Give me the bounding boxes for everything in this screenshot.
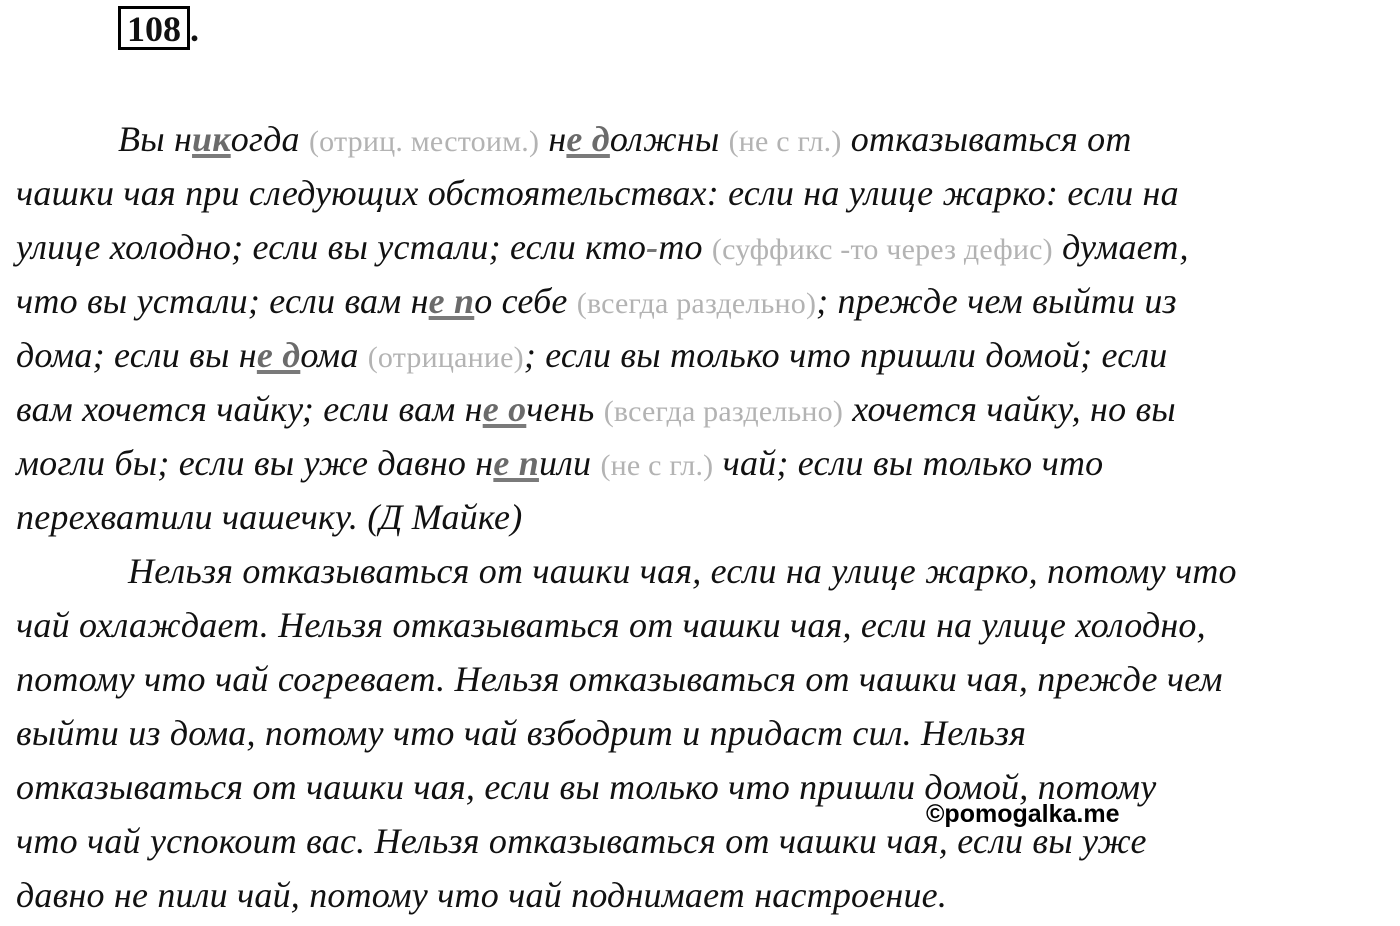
text-segment: Вы н <box>118 119 193 159</box>
grammar-note: (не с гл.) <box>600 449 714 482</box>
grammar-note: (всегда раздельно) <box>576 287 817 320</box>
highlighted-letters: е д <box>566 119 610 159</box>
text-line <box>16 661 1223 697</box>
text-segment: дома; если вы н <box>16 335 257 375</box>
highlighted-hyphen: - <box>646 227 659 267</box>
grammar-note: (суффикс -то через дефис) <box>711 233 1053 266</box>
grammar-note: (отриц. местоим.) <box>308 125 540 158</box>
text-segment: чай охлаждает. Нельзя отказываться от чашки чая, если на улице холодно, <box>16 605 1206 645</box>
text-segment: улице холодно; если вы устали; если кто <box>16 227 647 267</box>
text-segment: н <box>539 119 567 159</box>
text-segment: олжны <box>609 119 729 159</box>
exercise-number <box>118 6 199 50</box>
text-segment: что чай успокоит вас. Нельзя отказываться от чашки чая, если вы уже <box>16 821 1147 861</box>
text-line <box>16 283 1177 319</box>
highlighted-letters: ик <box>192 119 231 159</box>
text-segment: ; если вы только что пришли домой; если <box>523 335 1168 375</box>
text-line <box>16 391 1176 427</box>
watermark: ©pomogalka.me <box>926 800 1120 828</box>
text-segment: потому что чай согревает. Нельзя отказываться от чашки чая, прежде чем <box>16 659 1223 699</box>
text-line <box>16 175 1179 211</box>
highlighted-letters: е п <box>493 443 539 483</box>
grammar-note: (не с гл.) <box>728 125 842 158</box>
text-segment: хочется чайку, но вы <box>843 389 1176 429</box>
text-line <box>16 715 1026 751</box>
text-segment: чень <box>526 389 604 429</box>
text-line <box>128 553 1237 589</box>
grammar-note: (отрицание) <box>367 341 524 374</box>
text-line <box>16 229 1189 265</box>
text-segment: то <box>658 227 712 267</box>
exercise-number-dot: . <box>190 9 199 49</box>
text-segment: огда <box>230 119 309 159</box>
text-segment: ома <box>300 335 368 375</box>
exercise-number-box: 108 <box>118 6 190 50</box>
text-segment: вам хочется чайку; если вам н <box>16 389 483 429</box>
text-segment: перехватили чашечку. (Д Майке) <box>16 497 523 537</box>
text-segment: Нельзя отказываться от чашки чая, если на улице жарко, потому что <box>128 551 1237 591</box>
text-segment: давно не пили чай, потому что чай поднимает настроение. <box>16 875 948 915</box>
text-line <box>16 337 1168 373</box>
text-line <box>16 499 522 535</box>
text-segment: что вы устали; если вам н <box>16 281 429 321</box>
highlighted-letters: е о <box>482 389 527 429</box>
grammar-note: (всегда раздельно) <box>603 395 844 428</box>
text-segment: чай; если вы только что <box>713 443 1104 483</box>
text-segment: о себе <box>474 281 577 321</box>
text-segment: отказываться от чашки чая, если вы только что пришли домой, потому <box>16 767 1157 807</box>
text-line <box>16 607 1206 643</box>
text-segment: выйти из дома, потому что чай взбодрит и придаст сил. Нельзя <box>16 713 1027 753</box>
highlighted-letters: е д <box>256 335 301 375</box>
text-line <box>16 877 947 913</box>
text-line <box>16 445 1103 481</box>
text-segment: могли бы; если вы уже давно н <box>16 443 494 483</box>
text-segment: отказываться от <box>841 119 1132 159</box>
text-segment: или <box>538 443 601 483</box>
text-segment: думает, <box>1052 227 1189 267</box>
text-segment: ; прежде чем выйти из <box>816 281 1177 321</box>
text-line <box>118 121 1132 157</box>
text-segment: чашки чая при следующих обстоятельствах: если на улице жарко: если на <box>16 173 1179 213</box>
highlighted-letters: е п <box>428 281 475 321</box>
